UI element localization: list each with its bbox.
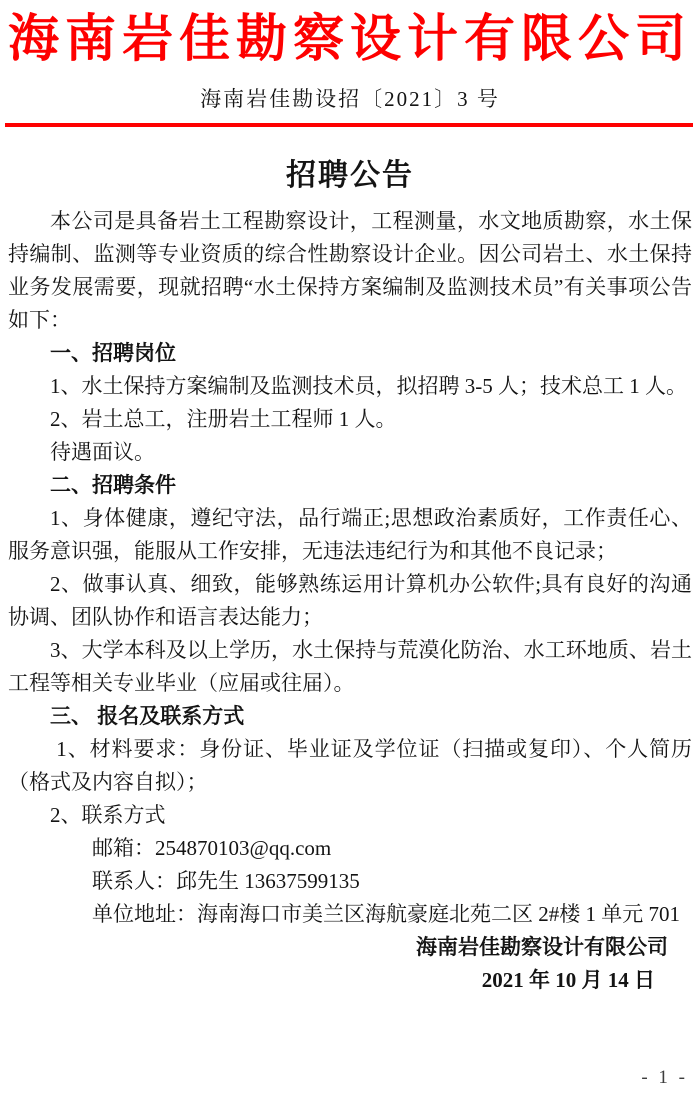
document-body: [8, 205, 692, 997]
letterhead-divider-rule: [5, 123, 693, 127]
requirement-item: 2、做事认真、细致，能够熟练运用计算机办公软件;具有良好的沟通协调、团队协作和语言表达能力；: [8, 572, 692, 629]
notice-title: 招聘公告: [286, 159, 414, 192]
contact-person-line: 联系人：邱先生 13637599135: [92, 869, 360, 893]
page-number: - 1 -: [641, 1067, 688, 1088]
section-heading-positions: 一、招聘岗位: [50, 341, 176, 365]
intro-paragraph: 本公司是具备岩土工程勘察设计，工程测量，水文地质勘察，水土保持编制、监测等专业资质的综合性勘察设计企业。因公司岩土、水土保持业务发展需要，现就招聘“水土保持方案编制及监测技术员”有关事项公告如下：: [8, 209, 692, 332]
section-heading-application-contact: 三、 报名及联系方式: [50, 704, 245, 728]
section-heading-requirements: 二、招聘条件: [50, 473, 176, 497]
application-item: 2、联系方式: [50, 803, 166, 827]
signature-block: [8, 931, 692, 997]
contact-address-line: 单位地址：海南海口市美兰区海航豪庭北苑二区 2#楼 1 单元 701: [92, 902, 680, 926]
document-number: 海南岩佳勘设招〔2021〕3 号: [200, 87, 500, 111]
application-item: 1、材料要求：身份证、毕业证及学位证（扫描或复印）、个人简历（格式及内容自拟）；: [8, 737, 692, 794]
position-item: 1、水土保持方案编制及监测技术员，拟招聘 3-5 人；技术总工 1 人。: [50, 374, 687, 398]
signature-company: 海南岩佳勘察设计有限公司: [416, 935, 668, 959]
position-item: 2、岩土总工，注册岩土工程师 1 人。: [50, 407, 397, 431]
position-item: 待遇面议。: [50, 440, 155, 464]
company-letterhead-title: 海南岩佳勘察设计有限公司: [7, 12, 692, 68]
signature-date: 2021 年 10 月 14 日: [481, 968, 655, 992]
requirement-item: 1、身体健康，遵纪守法，品行端正;思想政治素质好，工作责任心、服务意识强，能服从工作安排，无违法违纪行为和其他不良记录；: [8, 506, 692, 563]
requirement-item: 3、大学本科及以上学历，水土保持与荒漠化防治、水工环地质、岩土工程等相关专业毕业（应届或往届）。: [8, 638, 692, 695]
contact-email-line: 邮箱：254870103@qq.com: [92, 836, 332, 860]
